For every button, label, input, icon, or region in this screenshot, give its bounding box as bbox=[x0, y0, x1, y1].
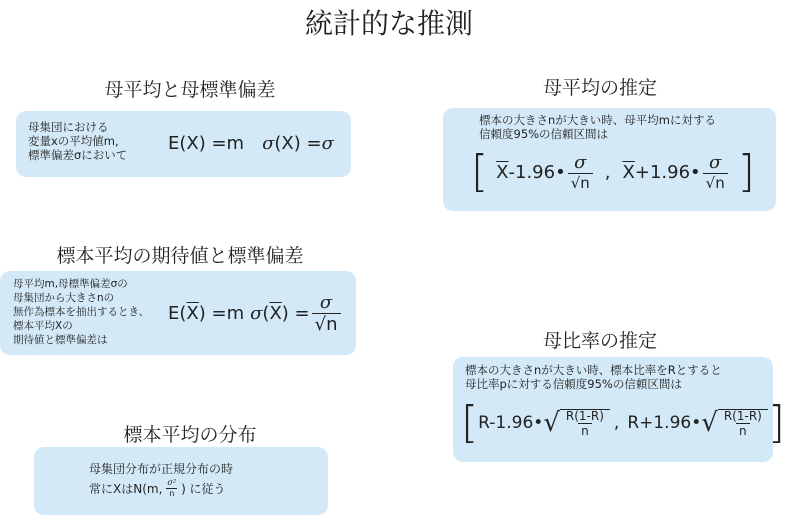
radicand bbox=[718, 409, 768, 438]
sigma-over-root-n bbox=[568, 153, 593, 191]
desc-line: 母比率pに対する信頼度95%の信頼区間は bbox=[465, 377, 682, 391]
frac-numerator: σ² bbox=[167, 478, 177, 487]
x-bar: $\overline{X}$ bbox=[496, 161, 509, 183]
distribution-line1: 母集団分布が正規分布の時 bbox=[89, 462, 234, 476]
frac-denominator bbox=[703, 173, 728, 192]
sigma-symbol: σ bbox=[262, 133, 275, 154]
formula-part: 常にXはN(m, bbox=[89, 481, 163, 496]
mean-formula: E(X) =m bbox=[168, 133, 245, 154]
sigma-over-root-n bbox=[312, 293, 341, 335]
r-frac bbox=[563, 410, 607, 438]
desc-line: 母平均m,母標準偏差σの bbox=[13, 278, 128, 290]
n-symbol: n bbox=[326, 313, 338, 335]
right-bracket: ] bbox=[737, 146, 755, 197]
sqrt-term bbox=[701, 408, 768, 438]
page-title: 統計的な推測 bbox=[304, 7, 473, 40]
frac-denominator bbox=[568, 173, 593, 192]
root-icon: √ bbox=[701, 408, 718, 438]
heading-sample-mean: 標本平均の期待値と標準偏差 bbox=[56, 245, 304, 267]
card-sample-mean bbox=[0, 271, 356, 355]
formula-part: ) =m bbox=[198, 303, 245, 325]
sigma-symbol: σ bbox=[250, 303, 263, 325]
sd-formula: (X) = bbox=[274, 133, 322, 154]
formula-part: +1.96• bbox=[634, 161, 701, 183]
left-bracket: [ bbox=[461, 397, 479, 448]
comma: , bbox=[613, 413, 620, 433]
desc-line: 母集団から大きさnの bbox=[13, 292, 115, 304]
r-frac bbox=[721, 410, 765, 438]
right-bracket: ] bbox=[767, 397, 785, 448]
distribution-line2 bbox=[89, 479, 226, 499]
formula-part: -1.96• bbox=[508, 161, 566, 183]
sigma-over-root-n bbox=[703, 153, 728, 191]
frac-numerator: σ bbox=[574, 151, 587, 173]
desc-line: 変量xの平均値m, bbox=[28, 134, 119, 148]
x-bar: $\overline{X}$ bbox=[622, 161, 635, 183]
heading-ratio-estimation: 母比率の推定 bbox=[542, 330, 657, 352]
heading-sample-distribution: 標本平均の分布 bbox=[123, 424, 257, 446]
frac-numerator: R(1-R) bbox=[565, 408, 604, 423]
root-icon: √ bbox=[314, 313, 327, 335]
desc-line: 標本の大きさnが大きい時、母平均mに対する bbox=[479, 113, 716, 127]
desc-line: 標本平均Xの bbox=[13, 320, 73, 332]
frac-numerator: σ bbox=[319, 292, 333, 313]
sqrt-term bbox=[543, 408, 610, 438]
desc-line: 期待値と標準偏差は bbox=[13, 334, 108, 346]
formula-part: ( bbox=[262, 303, 270, 325]
sample-mean-formula bbox=[168, 293, 343, 335]
card-population-parameters bbox=[16, 111, 351, 177]
frac-denominator bbox=[312, 313, 341, 335]
sigma-sq-over-n bbox=[164, 479, 179, 499]
root-icon: √ bbox=[543, 408, 560, 438]
ratio-interval-formula bbox=[461, 397, 785, 448]
ratio-estimation-description bbox=[465, 363, 722, 391]
heading-mean-estimation: 母平均の推定 bbox=[542, 77, 657, 99]
population-description bbox=[28, 120, 127, 162]
n-symbol: n bbox=[580, 173, 590, 192]
sample-mean-description bbox=[13, 277, 149, 347]
n-symbol: n bbox=[715, 173, 725, 192]
desc-line: 無作為標本を抽出するとき、 bbox=[13, 306, 150, 318]
frac-denominator: n bbox=[166, 488, 177, 499]
formula-part: R-1.96• bbox=[478, 413, 544, 433]
mean-interval-formula bbox=[471, 146, 755, 197]
desc-line: 母集団における bbox=[28, 120, 109, 134]
x-bar: $\overline{X}$ bbox=[269, 303, 282, 325]
desc-line: 標本の大きさnが大きい時、標本比率をRとすると bbox=[465, 363, 722, 377]
card-ratio-estimation bbox=[453, 357, 785, 462]
root-icon: √ bbox=[705, 173, 716, 192]
root-icon: √ bbox=[570, 173, 581, 192]
frac-numerator: σ bbox=[709, 151, 722, 173]
radicand bbox=[560, 409, 610, 438]
desc-line: 標準偏差σにおいて bbox=[28, 148, 128, 162]
frac-numerator: R(1-R) bbox=[723, 408, 762, 423]
card-sample-distribution bbox=[34, 447, 328, 515]
x-bar: $\overline{X}$ bbox=[186, 303, 199, 325]
desc-line: 信頼度95%の信頼区間は bbox=[479, 127, 609, 141]
heading-population-parameters: 母平均と母標準偏差 bbox=[104, 79, 276, 101]
formula-part: E( bbox=[168, 303, 187, 325]
formula-part: ) に従う bbox=[181, 481, 226, 496]
formula-part: R+1.96• bbox=[627, 413, 702, 433]
frac-denominator: n bbox=[736, 423, 750, 438]
formula-part: ) = bbox=[281, 303, 310, 325]
left-bracket: [ bbox=[471, 146, 489, 197]
sigma-symbol: σ bbox=[321, 133, 334, 154]
comma: , bbox=[604, 161, 611, 183]
population-formula bbox=[168, 133, 334, 154]
frac-denominator: n bbox=[578, 423, 592, 438]
card-mean-estimation bbox=[443, 108, 776, 211]
mean-estimation-description bbox=[479, 113, 716, 141]
